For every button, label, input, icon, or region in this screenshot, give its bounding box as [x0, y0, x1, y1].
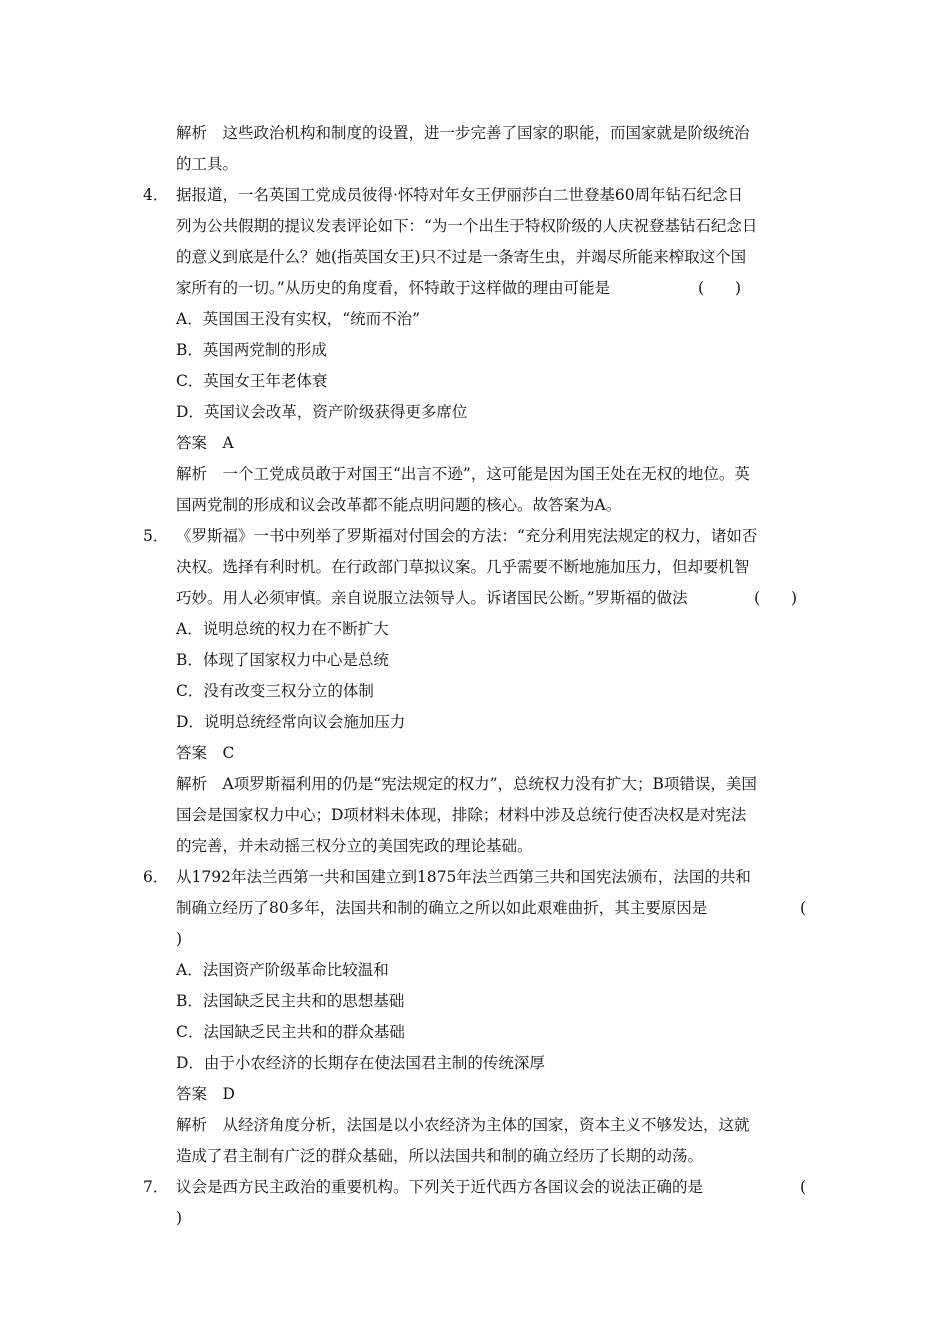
question-number-7: 7．: [143, 1178, 169, 1196]
question-7-answer-bracket-open: (: [800, 1178, 807, 1196]
question-5-stem-line-2: 决权。选择有利时机。在行政部门草拟议案。几乎需要不断地施加压力，但却要机智: [176, 558, 750, 576]
question-6-analysis-line-2: 造成了君主制有广泛的群众基础，所以法国共和制的确立经历了长期的动荡。: [176, 1147, 704, 1165]
question-4-option-c: C．英国女王年老体衰: [176, 372, 328, 390]
question-5-option-d: D．说明总统经常向议会施加压力: [176, 713, 406, 731]
question-4-analysis-line-2: 国两党制的形成和议会改革都不能点明问题的核心。故答案为A。: [176, 496, 622, 514]
question-4-option-d: D．英国议会改革，资产阶级获得更多席位: [176, 403, 468, 421]
question-6-option-d: D．由于小农经济的长期存在使法国君主制的传统深厚: [176, 1054, 545, 1072]
question-4-option-a: A．英国国王没有实权，“统而不治”: [176, 310, 421, 328]
question-6-stem-line-1: 从1792年法兰西第一共和国建立到1875年法兰西第三共和国宪法颁布，法国的共和: [176, 868, 751, 886]
question-6-analysis-line-1: 解析 从经济角度分析，法国是以小农经济为主体的国家，资本主义不够发达，这就: [176, 1116, 750, 1134]
question-5-stem-line-3: 巧妙。用人必须审慎。亲自说服立法领导人。诉诸国民公断。”罗斯福的做法: [176, 589, 688, 607]
analysis-3-line-1: 解析 这些政治机构和制度的设置，进一步完善了国家的职能，而国家就是阶级统治: [176, 124, 750, 142]
question-7-answer-bracket-close: ): [176, 1209, 183, 1227]
analysis-3-line-2: 的工具。: [176, 155, 239, 173]
question-5-option-b: B．体现了国家权力中心是总统: [176, 651, 389, 669]
question-5-option-c: C．没有改变三权分立的体制: [176, 682, 374, 700]
question-6-option-a: A．法国资产阶级革命比较温和: [176, 961, 389, 979]
question-4-stem-line-1: 据报道，一名英国工党成员彼得·怀特对年女王伊丽莎白二世登基60周年钻石纪念日: [176, 186, 744, 204]
question-5-analysis-line-3: 的完善，并未动摇三权分立的美国宪政的理论基础。: [176, 837, 533, 855]
question-4-answer-bracket: ( ): [698, 279, 742, 297]
question-5-analysis-line-1: 解析 A项罗斯福利用的仍是“宪法规定的权力”，总统权力没有扩大；B项错误，美国: [176, 775, 757, 793]
question-7-stem-line-1: 议会是西方民主政治的重要机构。下列关于近代西方各国议会的说法正确的是: [176, 1178, 704, 1196]
question-5-stem-line-1: 《罗斯福》一书中列举了罗斯福对付国会的方法：“充分利用宪法规定的权力，诸如否: [176, 527, 758, 545]
question-number-6: 6．: [143, 868, 169, 886]
question-number-5: 5．: [143, 527, 169, 545]
question-5-answer-bracket: ( ): [754, 589, 798, 607]
question-4-option-b: B．英国两党制的形成: [176, 341, 327, 359]
question-4-stem-line-4: 家所有的一切。”从历史的角度看，怀特敢于这样做的理由可能是: [176, 279, 611, 297]
question-5-analysis-line-2: 国会是国家权力中心；D项材料未体现，排除；材料中涉及总统行使否决权是对宪法: [176, 806, 747, 824]
question-4-stem-line-2: 列为公共假期的提议发表评论如下：“为一个出生于特权阶级的人庆祝登基钻石纪念日: [176, 217, 758, 235]
question-5-answer: 答案 C: [176, 744, 235, 762]
question-6-stem-line-2: 制确立经历了80多年，法国共和制的确立之所以如此艰难曲折，其主要原因是: [176, 899, 708, 917]
question-6-answer-bracket-open: (: [800, 899, 807, 917]
question-6-option-b: B．法国缺乏民主共和的思想基础: [176, 992, 405, 1010]
question-number-4: 4．: [143, 186, 169, 204]
question-6-option-c: C．法国缺乏民主共和的群众基础: [176, 1023, 405, 1041]
question-4-analysis-line-1: 解析 一个工党成员敢于对国王“出言不逊”，这可能是因为国王处在无权的地位。英: [176, 465, 750, 483]
question-4-answer: 答案 A: [176, 434, 234, 452]
question-6-answer: 答案 D: [176, 1085, 235, 1103]
question-4-stem-line-3: 的意义到底是什么？她(指英国女王)只不过是一条寄生虫，并竭尽所能来榨取这个国: [176, 248, 747, 266]
question-6-answer-bracket-close: ): [176, 930, 183, 948]
question-5-option-a: A．说明总统的权力在不断扩大: [176, 620, 389, 638]
